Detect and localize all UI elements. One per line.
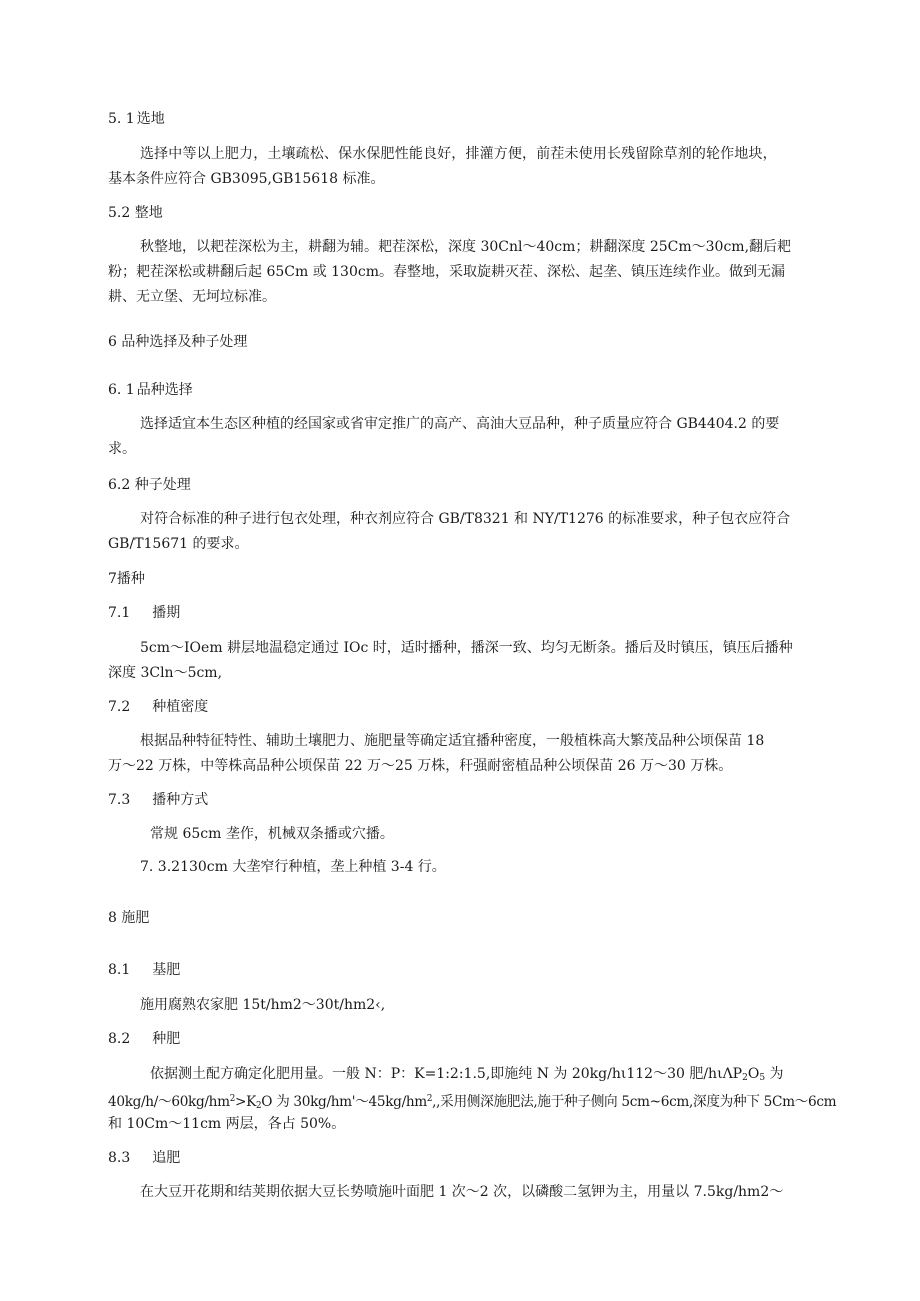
heading-title: 选地	[136, 111, 165, 127]
heading-6-2: 6.2 种子处理	[108, 477, 191, 493]
heading-title: 基肥	[152, 962, 181, 978]
text-run: 40kg∕h∕～60kg∕hm	[108, 1094, 230, 1110]
text-run: O	[747, 1066, 760, 1082]
heading-7: 7播种	[108, 571, 145, 587]
paragraph-line: GB/T15671 的要求。	[108, 536, 249, 552]
heading-7-1	[108, 603, 180, 623]
paragraph-line: 5cm～IOem 耕层地温稳定通过 IOc 时，适时播种，播深一致、均匀无断条。播后及时镇压，镇压后播种	[140, 640, 793, 656]
paragraph-line: 选择中等以上肥力，土壤疏松、保水保肥性能良好，排灌方便，前茬未使用长残留除草剂的轮作地块，	[140, 146, 777, 162]
heading-7-3	[108, 790, 208, 810]
paragraph-line: 7. 3.2130cm 大垄窄行种植，垄上种植 3-4 行。	[140, 859, 446, 875]
heading-title: 种植密度	[152, 699, 209, 715]
heading-title: 品种选择	[136, 382, 193, 398]
paragraph-line: 粉；耙茬深松或耕翻后起 65Cm 或 130cm。春整地，采取旋耕灭茬、深松、起垄、镇压连续作业。做到无漏	[108, 264, 785, 280]
heading-title: 种肥	[152, 1031, 181, 1047]
paragraph-line: 常规 65cm 垄作，机械双条播或穴播。	[150, 826, 394, 842]
text-run: O 为 30kg∕hm'～45kg∕hm	[261, 1094, 427, 1110]
paragraph-line: 耕、无立堡、无坷垃标准。	[108, 289, 276, 305]
heading-5-2: 5.2 整地	[108, 205, 163, 221]
heading-8-1	[108, 960, 180, 980]
paragraph-line: 万～22 万株，中等株高品种公顷保苗 22 万～25 万株，秆强耐密植品种公顷保苗 26 万～30 万株。	[108, 758, 733, 774]
paragraph-line: 和 10Cm～11cm 两层，各占 50%。	[108, 1116, 346, 1132]
heading-5-1	[108, 109, 165, 129]
heading-number: 7.3	[108, 792, 131, 808]
heading-title: 播期	[152, 605, 181, 621]
heading-7-2	[108, 697, 208, 717]
heading-8-2	[108, 1029, 180, 1049]
heading-8-3	[108, 1148, 180, 1168]
text-run: 为	[765, 1066, 784, 1082]
heading-8: 8 施肥	[108, 910, 150, 926]
heading-number: 8.2	[108, 1031, 131, 1047]
paragraph-line: 基本条件应符合 GB3095,GB15618 标准。	[108, 171, 385, 187]
heading-number: 7.1	[108, 605, 131, 621]
paragraph-line: 根据品种特征特性、辅助土壤肥力、施肥量等确定适宜播种密度，一般植株高大繁茂品种公顷保苗 18	[140, 733, 765, 749]
text-run: 依据测土配方确定化肥用量。一般 N：P：K=1:2:1.5,即施纯 N 为 20kg∕hι112～30 肥∕hιΛP	[150, 1066, 743, 1082]
heading-number: 7.2	[108, 699, 131, 715]
superscript: 2	[426, 1094, 433, 1104]
heading-title: 追肥	[152, 1150, 181, 1166]
heading-6: 6 品种选择及种子处理	[108, 334, 248, 350]
heading-number: 8.3	[108, 1150, 131, 1166]
heading-number: 8.1	[108, 962, 131, 978]
superscript: 2	[229, 1094, 235, 1104]
heading-number: 5. 1	[108, 111, 135, 127]
paragraph-line: 秋整地，以耙茬深松为主，耕翻为辅。耙茬深松，深度 30Cnl～40cm；耕翻深度 25Cm～30cm,翻后耙	[140, 239, 792, 255]
text-run: ,,采用侧深施肥法,施于种子侧向 5cm~6cm,深度为种下 5Cm～6cm	[432, 1094, 837, 1110]
subscript: 2	[742, 1073, 748, 1083]
heading-6-1	[108, 380, 193, 400]
paragraph-line: 对符合标准的种子进行包衣处理，种衣剂应符合 GB/T8321 和 NY/T1276 的标准要求，种子包衣应符合	[140, 511, 791, 527]
paragraph-line: 在大豆开花期和结荚期依据大豆长势喷施叶面肥 1 次～2 次，以磷酸二氢钾为主，用量以 7.5kg/hm2～	[140, 1184, 784, 1200]
paragraph-line	[108, 1089, 836, 1116]
text-run: >K	[234, 1094, 256, 1110]
subscript: 5	[759, 1073, 766, 1083]
subscript: 2	[255, 1101, 262, 1111]
paragraph-line: 深度 3Cln～5cm,	[108, 665, 223, 681]
heading-number: 6. 1	[108, 382, 135, 398]
paragraph-line	[150, 1064, 784, 1088]
paragraph-line: 选择适宜本生态区种植的经国家或省审定推广的高产、高油大豆品种，种子质量应符合 GB4404.2 的要	[140, 416, 780, 432]
paragraph-line: 求。	[108, 441, 136, 457]
paragraph-line: 施用腐熟农家肥 15t∕hm2～30t∕hm2‹,	[140, 997, 386, 1013]
heading-title: 播种方式	[152, 792, 209, 808]
